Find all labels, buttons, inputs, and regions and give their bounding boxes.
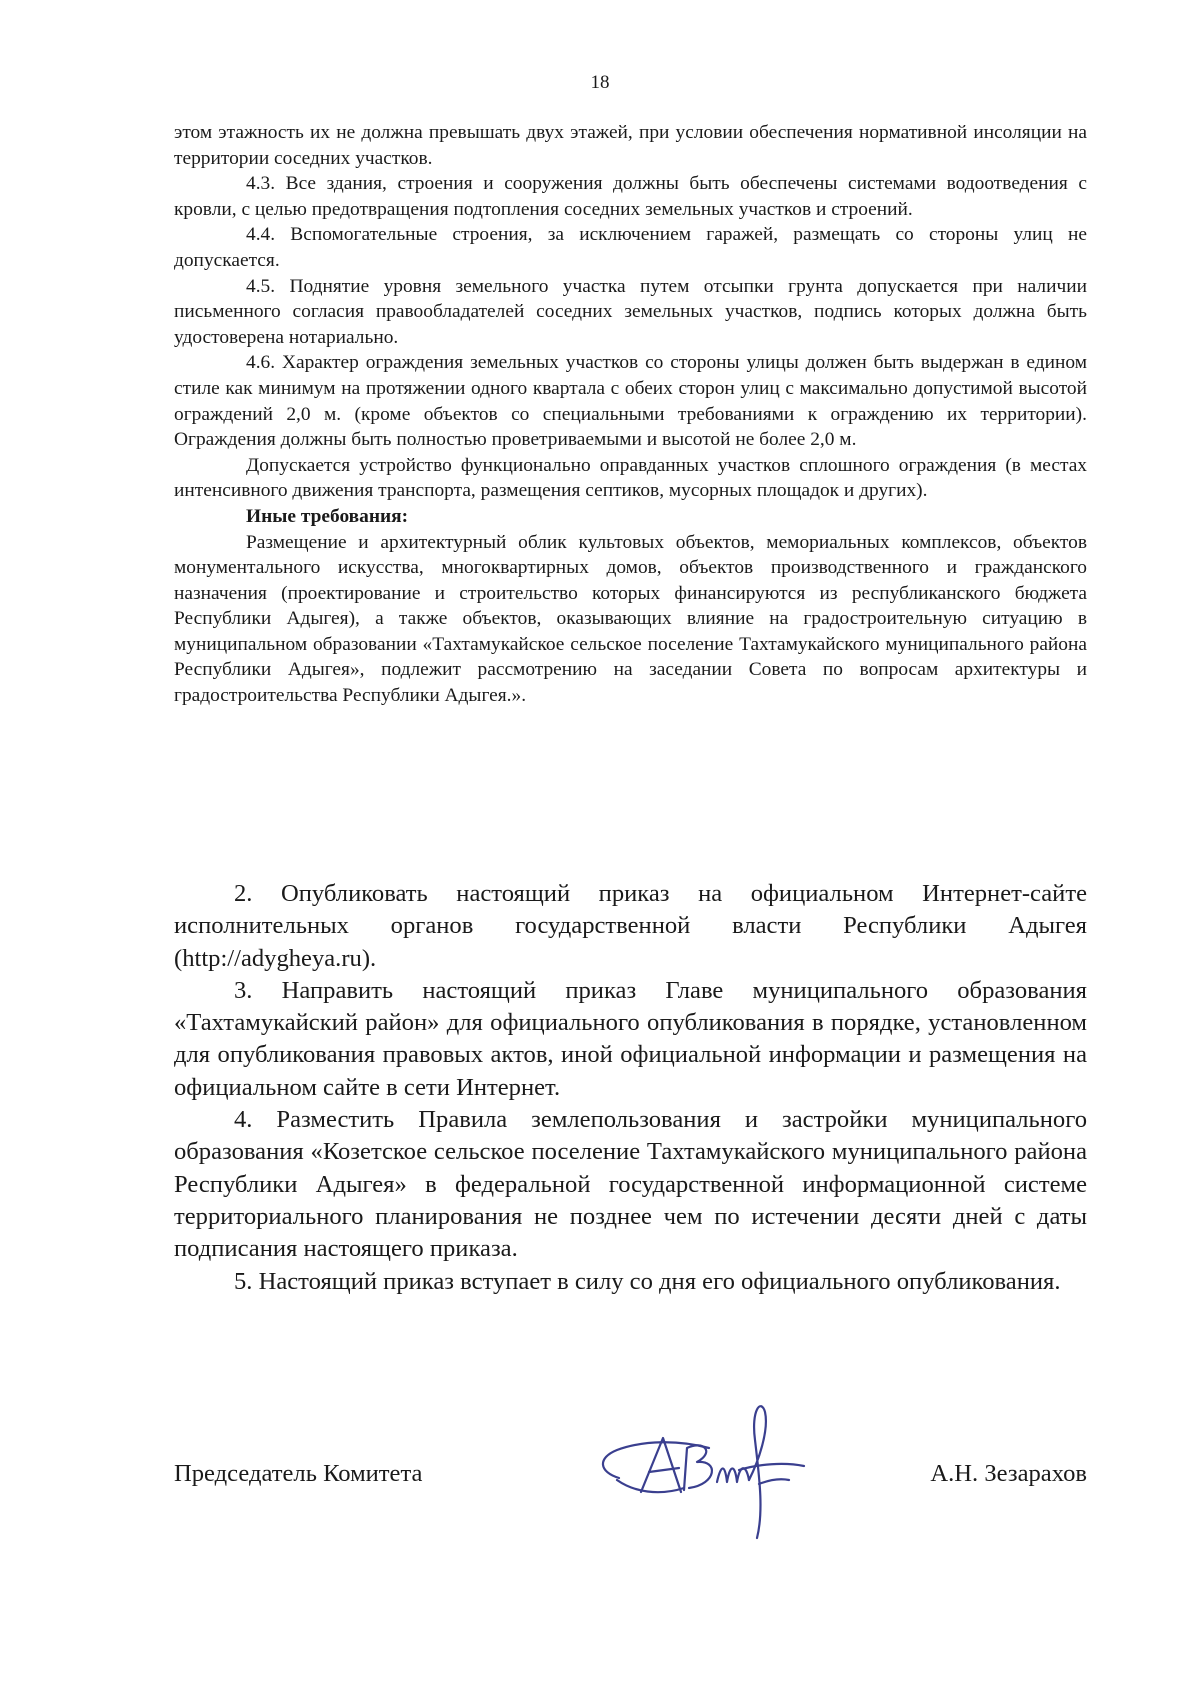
signature-block — [174, 1430, 1087, 1550]
paragraph-4-6: 4.6. Характер ограждения земельных участков со стороны улицы должен быть выдержан в едином стиле как минимум на протяжении одного квартала с обеих сторон улиц с максимально допустимой высотой ограждений 2,0 м. (кроме объектов со специальными требованиями к ограждению их территории). Ограждения должны быть полностью проветриваемыми и высотой не более 2,0 м. — [174, 352, 1087, 451]
order-item-3: 3. Направить настоящий приказ Главе муниципального образования «Тахтамукайский район» для официального опубликования в порядке, установленном для опубликования правовых актов, иной официальной информации и размещения на официальном сайте в сети Интернет. — [174, 976, 1087, 1101]
paragraph-4-4: 4.4. Вспомогательные строения, за исключением гаражей, размещать со стороны улиц не допускается. — [174, 224, 1087, 271]
paragraph-fencing-allowed: Допускается устройство функционально оправданных участков сплошного ограждения (в местах интенсивного движения транспорта, размещения септиков, мусорных площадок и других). — [174, 454, 1087, 502]
handwritten-signature — [589, 1400, 819, 1550]
paragraph-4-5: 4.5. Поднятие уровня земельного участка путем отсыпки грунта допускается при наличии письменного согласия правообладателей соседних земельных участков, подпись которых должна быть удостоверена нотариально. — [174, 275, 1087, 348]
signatory-name: А.Н. Зезарахов — [930, 1460, 1087, 1487]
order-item-4: 4. Разместить Правила землепользования и застройки муниципального образования «Козетское сельское поселение Тахтамукайского муниципального района Республики Адыгея» в федеральной государственной информационной системе территориального планирования не позднее чем по истечении десяти дней с даты подписания настоящего приказа. — [174, 1106, 1087, 1263]
order-items-section — [174, 878, 1087, 1298]
order-item-5: 5. Настоящий приказ вступает в силу со дня его официального опубликования. — [234, 1267, 1061, 1295]
requirements-section — [174, 120, 1087, 709]
signatory-title: Председатель Комитета — [174, 1460, 423, 1487]
order-item-2: 2. Опубликовать настоящий приказ на официальном Интернет-сайте исполнительных органов государственной власти Республики Адыгея (http://adygheya.ru). — [174, 880, 1087, 972]
page-number: 18 — [590, 72, 610, 93]
paragraph-4-3: 4.3. Все здания, строения и сооружения должны быть обеспечены системами водоотведения с кровли, с целью предотвращения подтопления соседних земельных участков и строений. — [174, 173, 1087, 220]
paragraph-other-requirements: Размещение и архитектурный облик культовых объектов, мемориальных комплексов, объектов монументального искусства, многоквартирных домов, объектов производственного и гражданского назначения (проектирование и строительство которых финансируются из республиканского бюджета Республики Адыгея), а также объектов, оказывающих влияние на градостроительную ситуацию в муниципальном образовании «Тахтамукайское сельское поселение Тахтамукайского муниципального района Республики Адыгея», подлежит рассмотрению на заседании Совета по вопросам архитектуры и градостроительства Республики Адыгея.». — [174, 531, 1087, 707]
paragraph-continuation: этом этажность их не должна превышать двух этажей, при условии обеспечения нормативной инсоляции на территории соседних участков. — [174, 122, 1087, 169]
section-heading-other-requirements: Иные требования: — [246, 505, 409, 527]
